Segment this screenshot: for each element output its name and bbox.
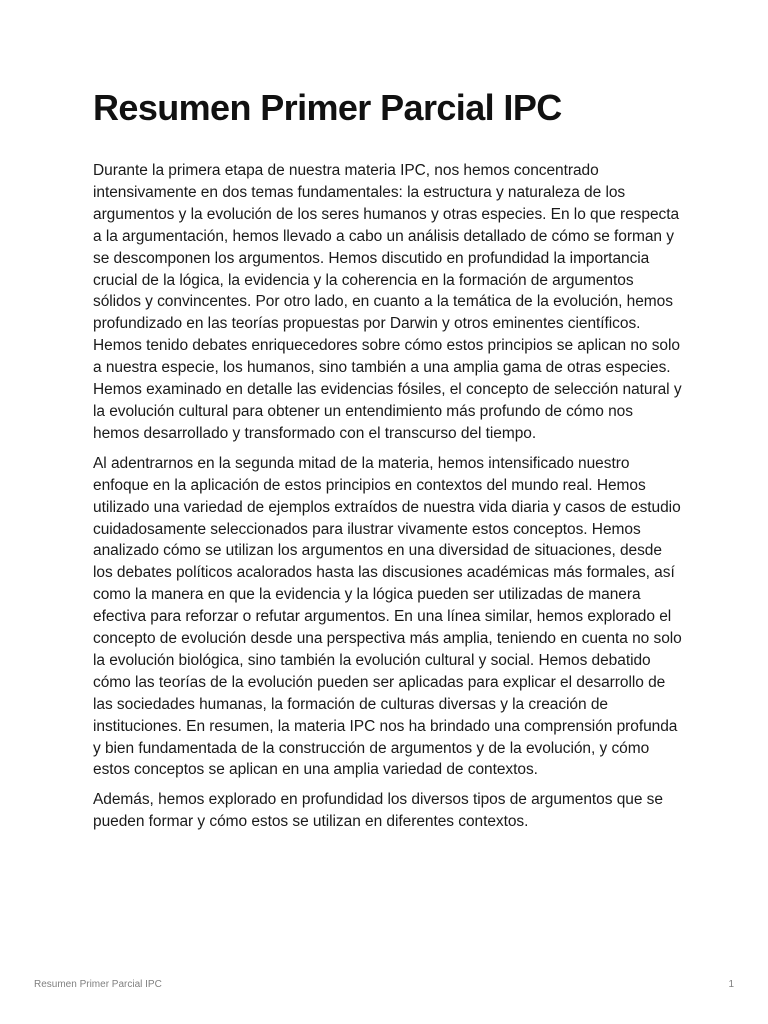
paragraph-2: Al adentrarnos en la segunda mitad de la materia, hemos intensificado nuestro enfoque en la aplicación de estos principios en contextos del mundo real. Hemos utilizado una variedad de ejemplos extraídos de nuestra vida diaria y casos de estudio cuidadosamente seleccionados para ilustrar vivamente estos conceptos. Hemos analizado cómo se utilizan los argumentos en una diversidad de situaciones, desde los debates políticos acalorados hasta las discusiones académicas más formales, así como la manera en que la evidencia y la lógica pueden ser utilizadas de manera efectiva para reforzar o refutar argumentos. En una línea similar, hemos explorado el concepto de evolución desde una perspectiva más amplia, teniendo en cuenta no solo la evolución biológica, sino también la evolución cultural y social. Hemos debatido cómo las teorías de la evolución pueden ser aplicadas para explicar el desarrollo de las sociedades humanas, la formación de culturas diversas y la creación de instituciones. En resumen, la materia IPC nos ha brindado una comprensión profunda y bien fundamentada de la construcción de argumentos y de la evolución, y cómo estos conceptos se aplican en una amplia variedad de contextos. [93,454,682,779]
document-title: Resumen Primer Parcial IPC [93,87,562,128]
page-number: 1 [728,979,734,990]
paragraph-1: Durante la primera etapa de nuestra materia IPC, nos hemos concentrado intensivamente en dos temas fundamentales: la estructura y naturaleza de los argumentos y la evolución de los seres humanos y otras especies. En lo que respecta a la argumentación, hemos llevado a cabo un análisis detallado de cómo se forman y se descomponen los argumentos. Hemos discutido en profundidad la importancia crucial de la lógica, la evidencia y la coherencia en la formación de argumentos sólidos y convincentes. Por otro lado, en cuanto a la temática de la evolución, hemos profundizado en las teorías propuestas por Darwin y otros eminentes científicos. Hemos tenido debates enriquecedores sobre cómo estos principios se aplican no solo a nuestra especie, los humanos, sino también a una amplia gama de otras especies. Hemos examinado en detalle las evidencias fósiles, el concepto de selección natural y la evolución cultural para obtener un entendimiento más profundo de cómo nos hemos desarrollado y transformado con el transcurso del tiempo. [93,162,682,442]
paragraph-3: Además, hemos explorado en profundidad los diversos tipos de argumentos que se pueden formar y cómo estos se utilizan en diferentes contextos. [93,791,663,831]
document-body [93,160,683,841]
footer-document-title: Resumen Primer Parcial IPC [34,979,162,990]
